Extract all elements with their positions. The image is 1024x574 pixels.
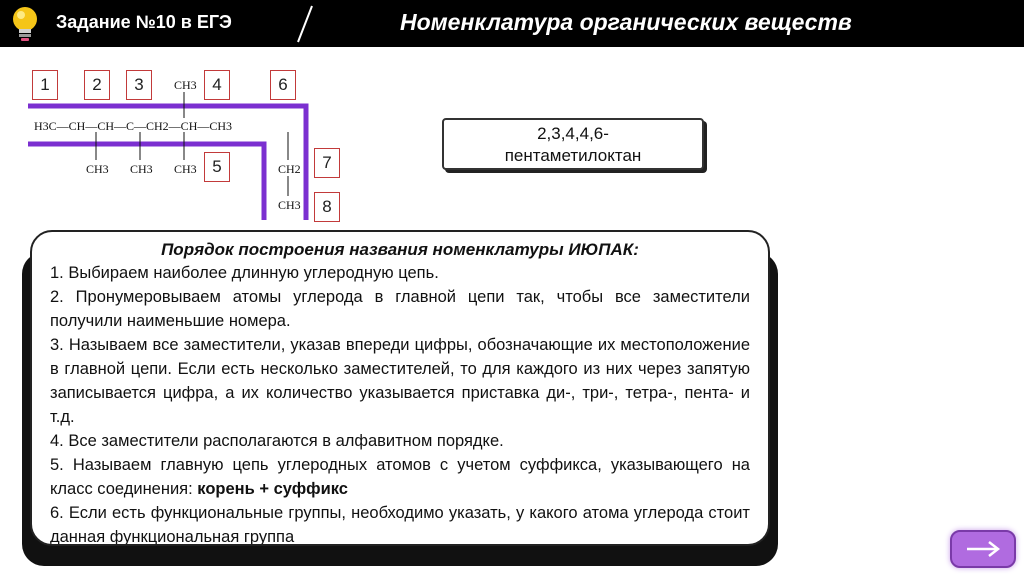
- chain-ch3-c8: [278, 198, 301, 213]
- rule-item-5: [50, 453, 750, 501]
- ch3-label: CH3: [174, 162, 197, 176]
- ch3-label: CH3: [86, 162, 109, 176]
- substituent-ch3-top: [174, 78, 197, 93]
- compound-name-line2: пентаметилоктан: [504, 146, 642, 165]
- rules-box: [30, 230, 770, 546]
- main-chain-highlight: [0, 0, 360, 230]
- next-slide-button[interactable]: [950, 530, 1016, 568]
- compound-name-box: [442, 118, 704, 170]
- rule-item-1: 1. Выбираем наиболее длинную углеродную цепь.: [50, 264, 439, 282]
- formula-text: H3C—CH—CH—C—CH2—CH—CH3: [34, 119, 233, 133]
- page-title: Номенклатура органических веществ: [400, 9, 852, 35]
- rule-item-5-text: 5. Называем главную цепь углеродных атомов с учетом суффикса, указывающего на класс соединения:: [50, 456, 750, 498]
- number-box-6: 6: [270, 70, 296, 100]
- number-box-2: 2: [84, 70, 110, 100]
- ch3-label: CH3: [174, 78, 197, 92]
- number-box-7: 7: [314, 148, 340, 178]
- substituent-ch3-c4: [174, 162, 197, 177]
- substituent-ch3-c2: [86, 162, 109, 177]
- compound-name-line1: 2,3,4,4,6-: [537, 124, 609, 143]
- number-box-8: 8: [314, 192, 340, 222]
- rule-item-6: 6. Если есть функциональные группы, необходимо указать, у какого атома углерода стоит данная функциональная группа: [50, 504, 750, 546]
- substituent-ch3-c3: [130, 162, 153, 177]
- rules-heading: Порядок построения названия номенклатуры ИЮПАК:: [161, 240, 639, 259]
- rule-item-5-bold: корень + суффикс: [197, 480, 348, 498]
- ch3-label: CH3: [130, 162, 153, 176]
- rule-item-2: 2. Пронумеровываем атомы углерода в главной цепи так, чтобы все заместители получили наименьшие номера.: [50, 288, 750, 330]
- main-chain-formula: [34, 119, 232, 134]
- rule-item-4: 4. Все заместители располагаются в алфавитном порядке.: [50, 432, 504, 450]
- rule-item-3: 3. Называем все заместители, указав впереди цифры, обозначающие их местоположение в главной цепи. Если есть несколько заместителей, то для каждого из них через запятую записывается цифра, а их количество указывается приставка ди-, три-, тетра-, пента- и т.д.: [50, 336, 750, 426]
- chain-ch2-c7: [278, 162, 301, 177]
- ch3-label: CH3: [278, 198, 301, 212]
- number-box-1: 1: [32, 70, 58, 100]
- arrow-right-icon: [963, 539, 1003, 559]
- task-label: Задание №10 в ЕГЭ: [56, 12, 232, 32]
- number-box-3: 3: [126, 70, 152, 100]
- ch2-label: CH2: [278, 162, 301, 176]
- number-box-4: 4: [204, 70, 230, 100]
- number-box-5: 5: [204, 152, 230, 182]
